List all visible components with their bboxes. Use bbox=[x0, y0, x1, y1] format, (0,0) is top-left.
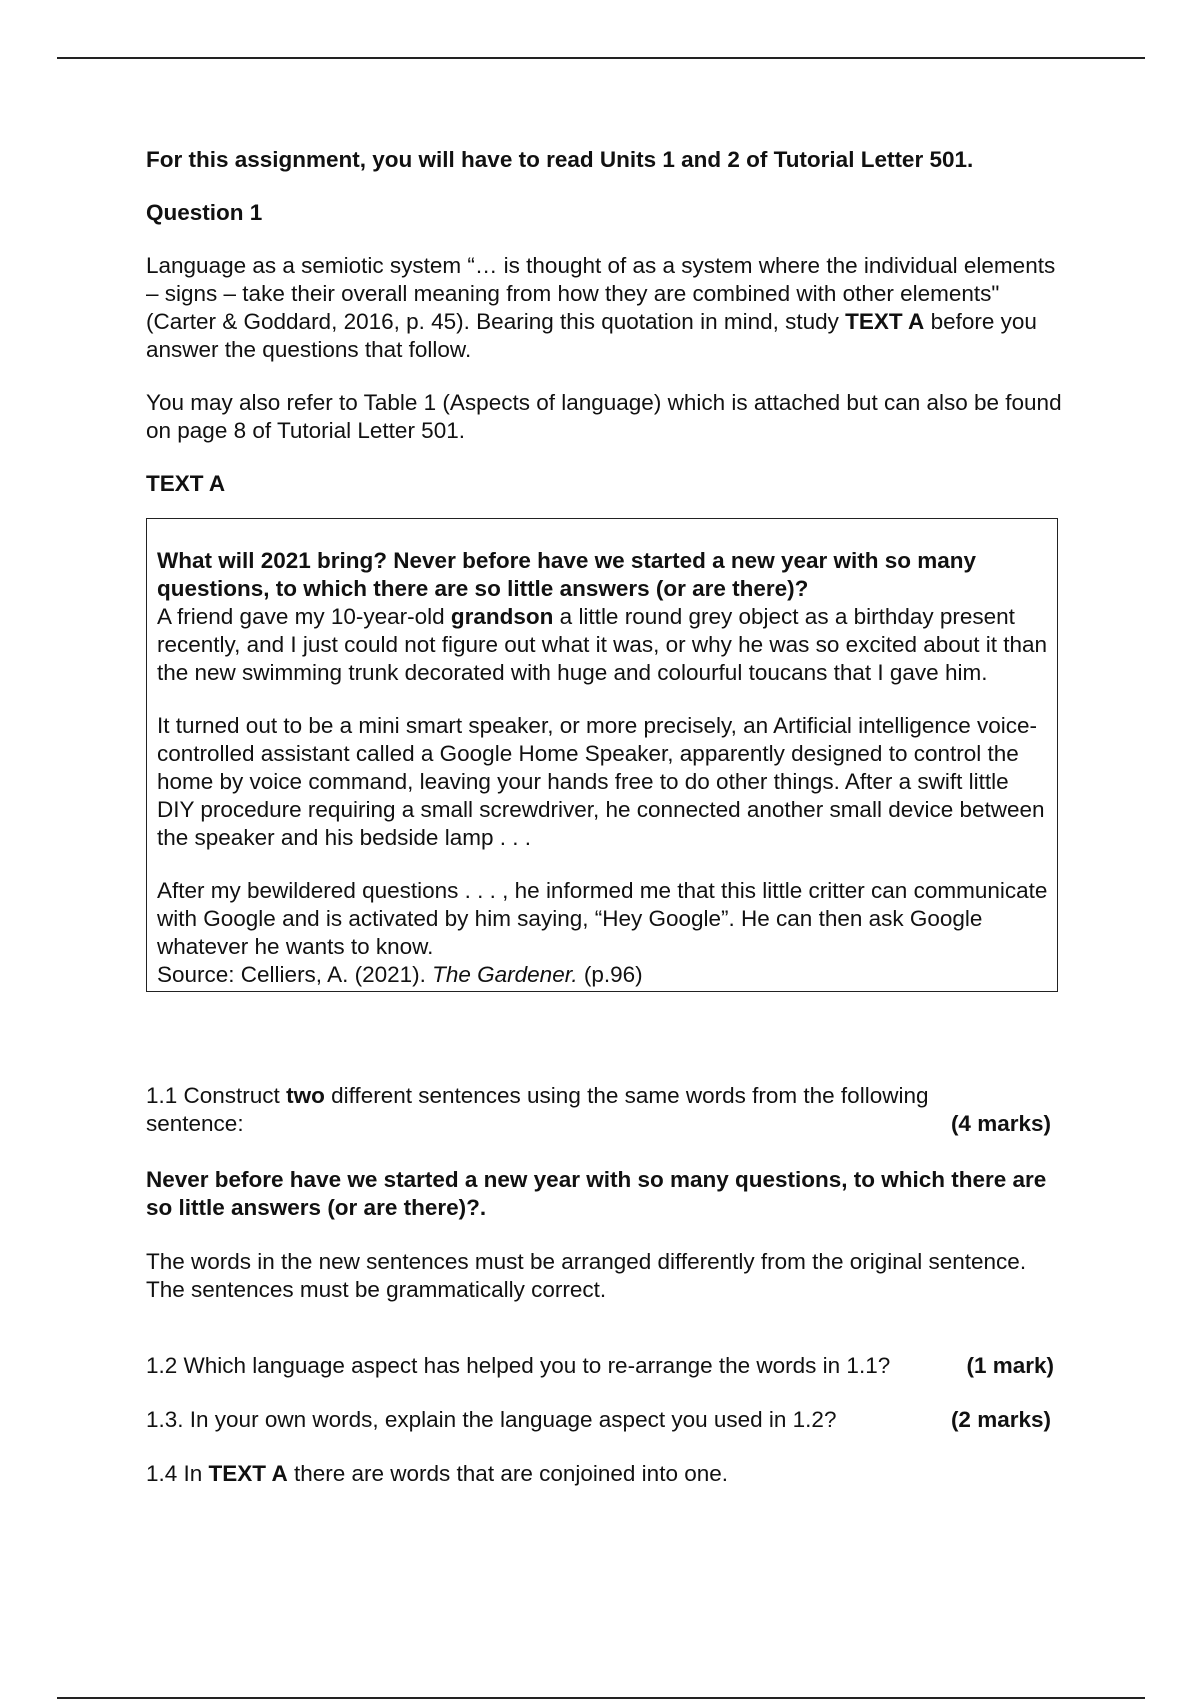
text-a-headline: What will 2021 bring? Never before have we started a new year with so many questions, to which there are so little answers (or are there)? bbox=[157, 548, 977, 601]
question-heading: Question 1 bbox=[146, 200, 263, 225]
top-rule bbox=[57, 57, 1145, 59]
text-a-label: TEXT A bbox=[146, 471, 226, 496]
text-a-paragraph-1 bbox=[157, 547, 1049, 687]
question-1-4: 1.4 In TEXT A there are words that are conjoined into one. bbox=[146, 1461, 728, 1486]
assignment-intro: For this assignment, you will have to read Units 1 and 2 of Tutorial Letter 501. bbox=[146, 147, 974, 172]
text-a-paragraph-3 bbox=[157, 877, 1049, 989]
question-1-2: 1.2 Which language aspect has helped you to re-arrange the words in 1.1? (1 mark) bbox=[146, 1353, 1054, 1378]
question-1-1-marks: (4 marks) bbox=[950, 1111, 1051, 1136]
text-a-source: Source: Celliers, A. (2021). The Gardener. (p.96) bbox=[157, 962, 643, 987]
rearrangement-instructions: The words in the new sentences must be arranged differently from the original sentence. The sentences must be grammatically correct. bbox=[146, 1249, 1027, 1302]
bottom-rule bbox=[57, 1697, 1145, 1699]
semiotic-paragraph: Language as a semiotic system “… is thought of as a system where the individual elements – signs – take their overall meaning from how they are combined with other elements" (Carter & Goddard, 2016, p. 45). Bearing this quotation in mind, study TEXT A before you answer the questions that follow. bbox=[146, 253, 1056, 362]
target-sentence: Never before have we started a new year with so many questions, to which there are so little answers (or are there)?. bbox=[146, 1167, 1047, 1220]
question-1-1-line1: 1.1 Construct two different sentences using the same words from the following bbox=[146, 1083, 929, 1108]
text-a-body-1: A friend gave my 10-year-old grandson a little round grey object as a birthday present recently, and I just could not figure out what it was, or why he was so excited about it than the new swimming trunk decorated with huge and colourful toucans that I gave him. bbox=[157, 604, 1048, 685]
question-1-1 bbox=[146, 1082, 1066, 1138]
text-a-box bbox=[146, 518, 1058, 992]
question-1-1-line2: sentence: (4 marks) bbox=[146, 1111, 1051, 1136]
table-reference-paragraph: You may also refer to Table 1 (Aspects of language) which is attached but can also be found on page 8 of Tutorial Letter 501. bbox=[146, 390, 1062, 443]
text-a-body-2: It turned out to be a mini smart speaker, or more precisely, an Artificial intelligence voice-controlled assistant called a Google Home Speaker, apparently designed to control the home by voice command, leaving your hands free to do other things. After a swift little DIY procedure requiring a small screwdriver, he connected another small device between the speaker and his bedside lamp . . . bbox=[157, 713, 1045, 850]
question-1-3: 1.3. In your own words, explain the language aspect you used in 1.2? (2 marks) bbox=[146, 1407, 1051, 1432]
question-1-3-marks: (2 marks) bbox=[950, 1407, 1051, 1432]
question-1-2-marks: (1 mark) bbox=[966, 1353, 1054, 1378]
document-body bbox=[146, 146, 1066, 1488]
text-a-body-3: After my bewildered questions . . . , he informed me that this little critter can communicate with Google and is activated by him saying, “Hey Google”. He can then ask Google whatever he wants to know. bbox=[157, 878, 1048, 959]
text-a-paragraph-2 bbox=[157, 712, 1049, 852]
